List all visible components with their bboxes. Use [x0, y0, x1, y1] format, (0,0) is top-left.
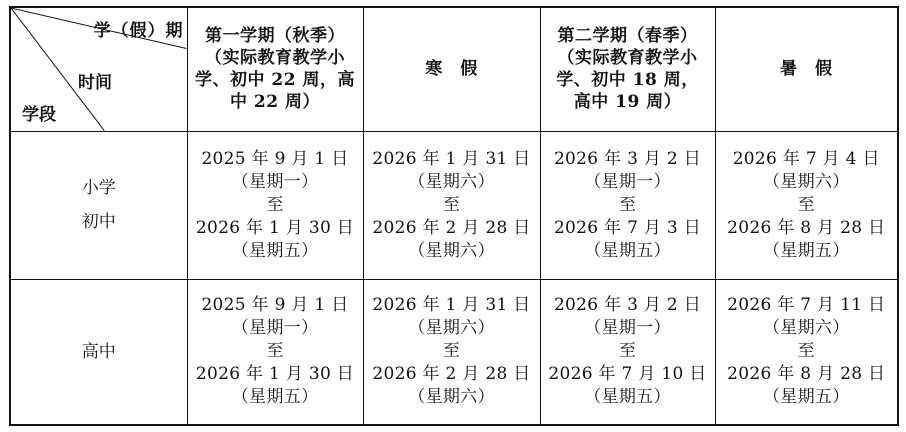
header-row	[10, 7, 898, 131]
header-line: 学、初中 18 周，	[556, 70, 699, 91]
end-weekday: （星期六）	[408, 387, 495, 408]
header-line: 第二学期（春季）	[557, 26, 698, 47]
column-header-winter-break	[363, 7, 540, 131]
end-weekday: （星期五）	[231, 240, 319, 261]
date-range-cell	[540, 131, 715, 279]
column-header-second-term	[540, 7, 715, 131]
range-to: 至	[618, 194, 637, 215]
start-date: 2026 年 7 月 11 日	[727, 295, 886, 316]
table-row-primary-junior	[10, 131, 898, 279]
column-header-summer-break	[715, 7, 898, 131]
range-to: 至	[442, 341, 461, 362]
start-date: 2026 年 1 月 31 日	[372, 295, 531, 316]
start-date: 2026 年 3 月 2 日	[553, 295, 702, 316]
header-line: （实际教育教学小	[205, 48, 345, 69]
date-range-cell	[363, 279, 540, 425]
column-header-first-term	[187, 7, 363, 131]
corner-term-label: 学（假）期	[93, 21, 184, 41]
header-line: 第一学期（秋季）	[205, 26, 345, 47]
end-date: 2026 年 7 月 10 日	[548, 364, 707, 385]
end-weekday: （星期五）	[584, 240, 671, 261]
start-date: 2025 年 9 月 1 日	[201, 295, 349, 316]
range-to: 至	[442, 194, 461, 215]
stage-cell	[10, 279, 187, 425]
date-range-cell	[187, 131, 363, 279]
end-date: 2026 年 8 月 28 日	[727, 364, 886, 385]
header-line: 寒 假	[425, 59, 478, 80]
date-range-cell	[715, 131, 898, 279]
corner-header-cell	[10, 7, 187, 131]
end-date: 2026 年 8 月 28 日	[727, 217, 886, 238]
header-line: 中 22 周）	[230, 92, 320, 113]
start-weekday: （星期六）	[763, 318, 850, 339]
header-line: 暑 假	[780, 59, 833, 80]
date-range-cell	[540, 279, 715, 425]
start-date: 2026 年 7 月 4 日	[732, 148, 880, 169]
start-weekday: （星期一）	[584, 171, 671, 192]
range-to: 至	[797, 341, 815, 362]
range-to: 至	[618, 341, 637, 362]
start-weekday: （星期六）	[408, 171, 495, 192]
start-date: 2026 年 1 月 31 日	[372, 148, 531, 169]
table-row-senior	[10, 279, 898, 425]
end-date: 2026 年 2 月 28 日	[372, 364, 531, 385]
header-line: 高中 19 周）	[573, 92, 682, 113]
date-range-cell	[363, 131, 540, 279]
end-date: 2026 年 1 月 30 日	[195, 217, 355, 238]
start-weekday: （星期六）	[408, 318, 495, 339]
corner-time-label: 时间	[78, 73, 112, 93]
start-date: 2026 年 3 月 2 日	[553, 148, 702, 169]
start-weekday: （星期一）	[231, 318, 319, 339]
date-range-cell	[187, 279, 363, 425]
start-weekday: （星期六）	[763, 171, 850, 192]
start-weekday: （星期一）	[231, 171, 319, 192]
end-weekday: （星期五）	[763, 240, 850, 261]
start-weekday: （星期一）	[584, 318, 671, 339]
stage-cell	[10, 131, 187, 279]
school-calendar-table	[9, 6, 899, 426]
stage-label-primary: 小学	[81, 178, 116, 198]
start-date: 2025 年 9 月 1 日	[201, 148, 349, 169]
end-date: 2026 年 7 月 3 日	[553, 217, 702, 238]
end-weekday: （星期五）	[584, 387, 671, 408]
end-weekday: （星期五）	[763, 387, 850, 408]
end-date: 2026 年 1 月 30 日	[195, 364, 355, 385]
header-line: （实际教育教学小	[557, 48, 698, 69]
end-date: 2026 年 2 月 28 日	[372, 217, 531, 238]
corner-stage-label: 学段	[22, 105, 56, 125]
range-to: 至	[797, 194, 815, 215]
range-to: 至	[266, 194, 284, 215]
header-line: 学、初中 22 周，高	[195, 70, 355, 91]
stage-label-junior: 初中	[81, 212, 116, 232]
stage-label-senior: 高中	[81, 341, 116, 362]
range-to: 至	[266, 341, 284, 362]
end-weekday: （星期六）	[408, 240, 495, 261]
end-weekday: （星期五）	[231, 387, 319, 408]
date-range-cell	[715, 279, 898, 425]
